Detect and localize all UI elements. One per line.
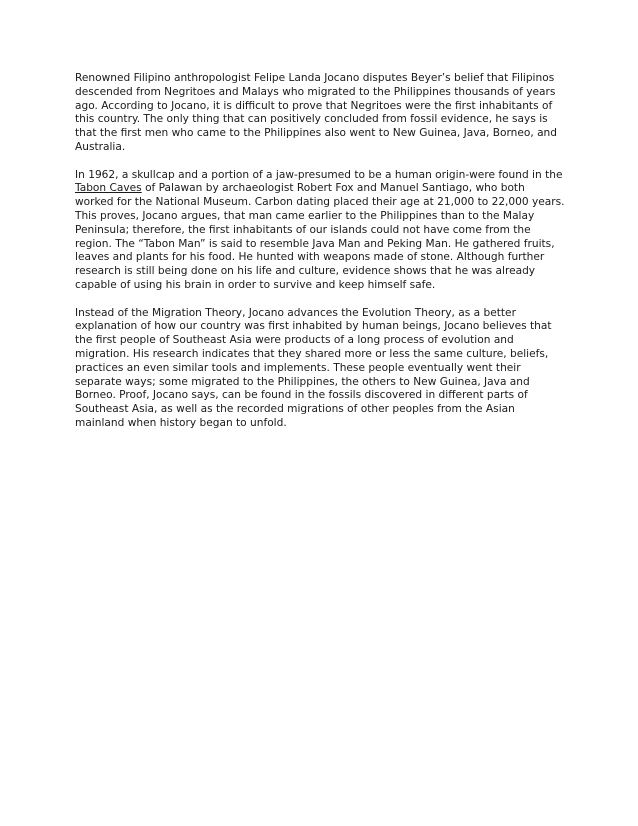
paragraph-jocano-dispute: Renowned Filipino anthropologist Felipe Landa Jocano disputes Beyer’s belief that Filipinos descended from Negritoes and Malays who migrated to the Philippines thousands of years ago. According to Jocano, it is difficult to prove that Negritoes were the first inhabitants of this country. The only thing that can positively concluded from fossil evidence, he says is that the first men who came to the Philippines also went to New Guinea, Java, Borneo, and Australia. [75, 72, 557, 153]
document-page [75, 72, 565, 445]
tabon-caves-link[interactable]: Tabon Caves [75, 182, 142, 195]
paragraph-evolution-theory: Instead of the Migration Theory, Jocano advances the Evolution Theory, as a better explanation of how our country was first inhabited by human beings, Jocano believes that the first people of Southeast Asia were products of a long process of evolution and migration. His research indicates that they shared more or less the same culture, beliefs, practices an even similar tools and implements. These people eventually went their separate ways; some migrated to the Philippines, the others to New Guinea, Java and Borneo. Proof, Jocano says, can be found in the fossils discovered in different parts of Southeast Asia, as well as the recorded migrations of other peoples from the Asian mainland when history began to unfold. [75, 306, 552, 429]
paragraph-text-after-link: of Palawan by archaeologist Robert Fox and Manuel Santiago, who both worked for the National Museum. Carbon dating placed their age at 21,000 to 22,000 years. This proves, Jocano argues, that man came earlier to the Philippines than to the Malay Peninsula; therefore, the first inhabitants of our islands could not have come from the region. The “Tabon Man” is said to resemble Java Man and Peking Man. He gathered fruits, leaves and plants for his food. He hunted with weapons made of stone. Although further research is still being done on his life and culture, evidence shows that he was already capable of using his brain in order to survive and keep himself safe. [75, 182, 565, 291]
paragraph-tabon-man [75, 169, 565, 293]
paragraph-text-before-link: In 1962, a skullcap and a portion of a jaw-presumed to be a human origin-were found in the [75, 168, 563, 181]
